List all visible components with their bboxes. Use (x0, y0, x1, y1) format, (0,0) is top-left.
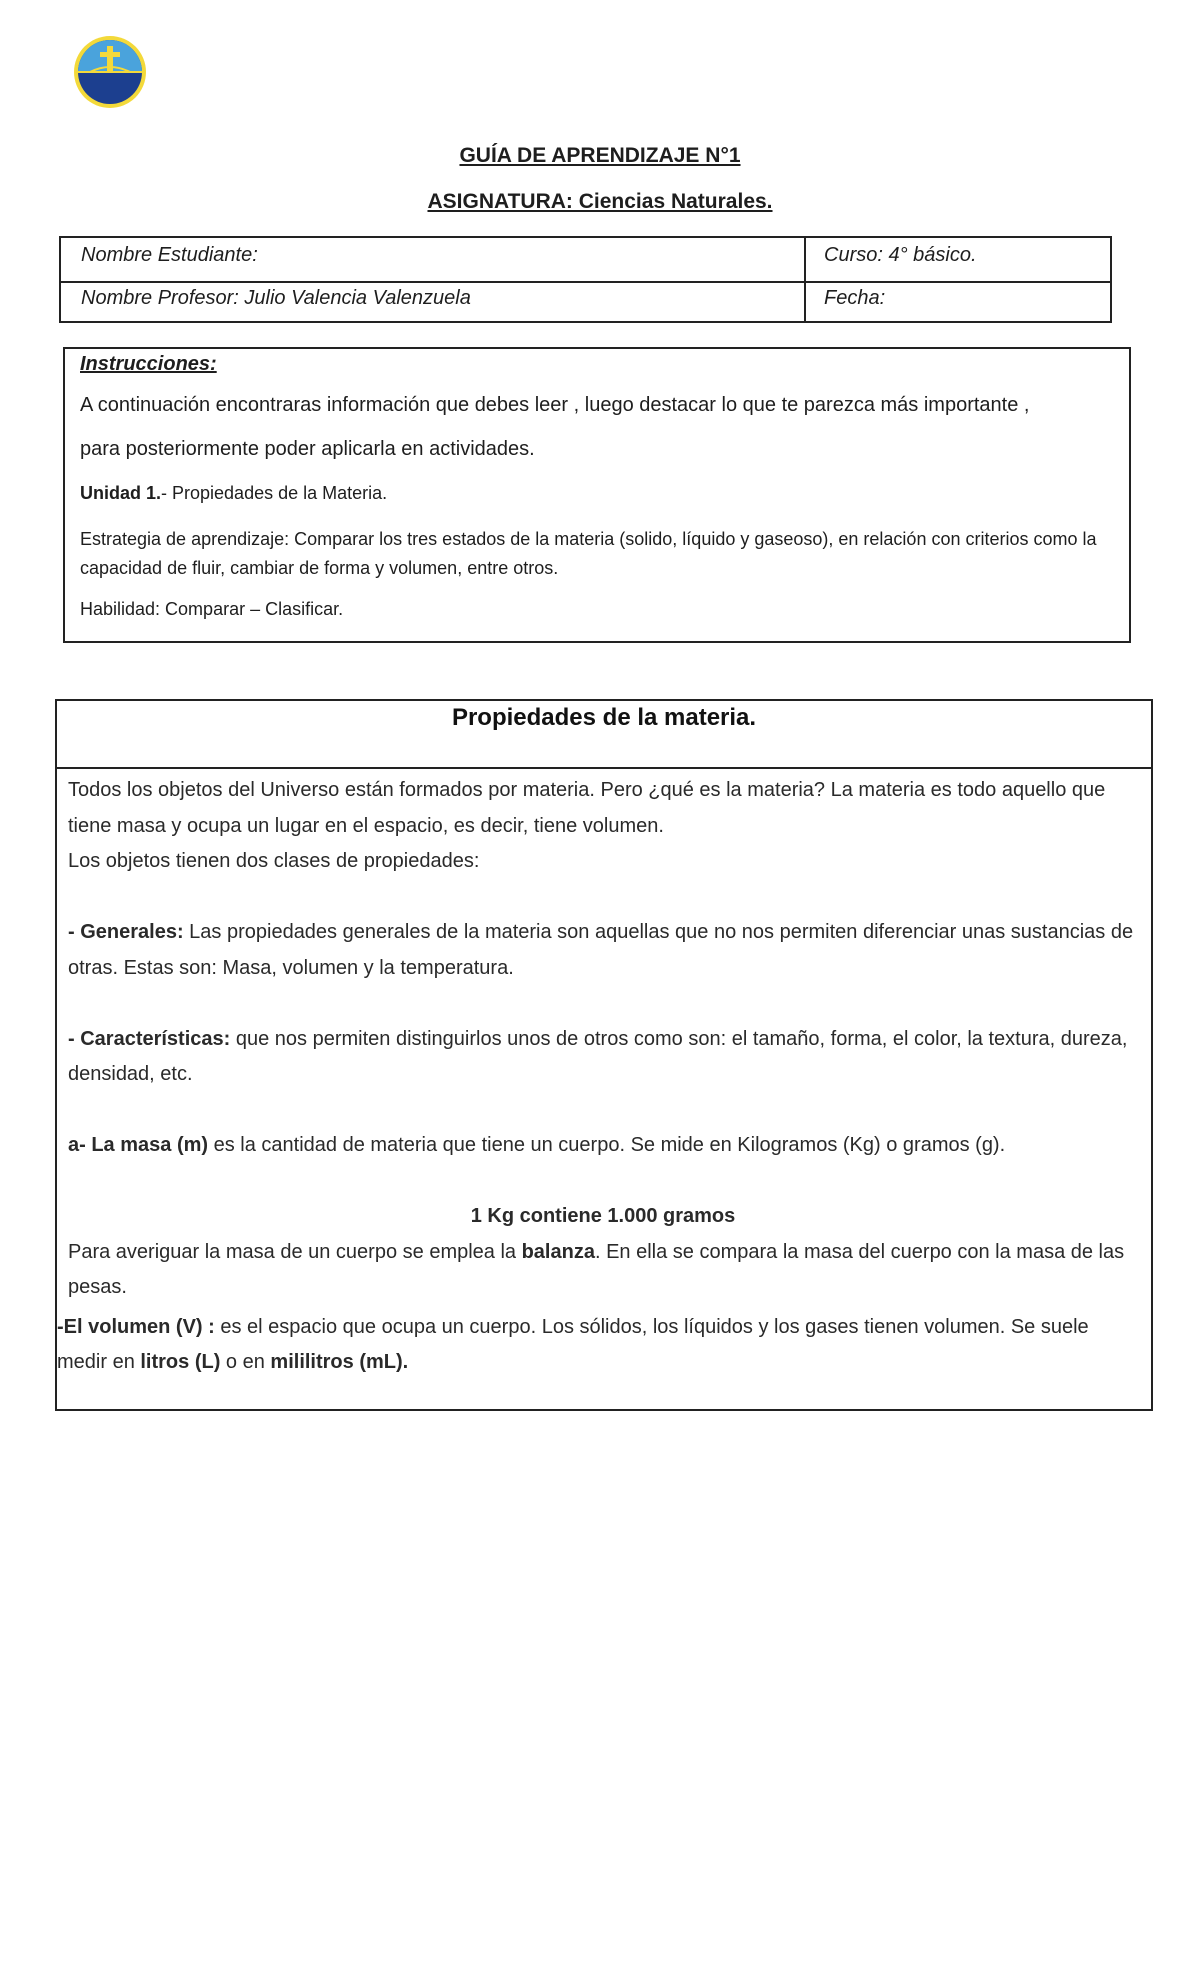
course-label: Curso: 4° básico. (824, 244, 977, 266)
balance-word: balanza (521, 1240, 595, 1263)
characteristic-label: - Características: (68, 1027, 231, 1050)
volume-definition (57, 1310, 1138, 1381)
table-divider (804, 238, 806, 321)
general-text: Las propiedades generales de la materia son aquellas que no nos permiten diferenciar unas sustancias de otras. Estas son: Masa, volumen y la temperatura. (68, 921, 1134, 979)
instructions-heading: Instrucciones: (80, 353, 217, 375)
unit-text: - Propiedades de la Materia. (161, 483, 388, 503)
general-label: - Generales: (68, 921, 184, 943)
table-row (61, 238, 1110, 283)
properties-header (57, 701, 1151, 769)
instructions-box (63, 347, 1131, 643)
milliliters-unit: mililitros (mL). (270, 1351, 409, 1373)
balance-pre: Para averiguar la masa de un cuerpo se emplea la (68, 1240, 522, 1263)
learning-strategy: Estrategia de aprendizaje: Comparar los tres estados de la materia (solido, líquido y gaseoso), en relación con criterios como la capacidad de fluir, cambiar de forma y volumen, entre otros. (80, 529, 1097, 578)
unit-label: Unidad 1. (80, 483, 162, 503)
mass-text: es la cantidad de materia que tiene un cuerpo. Se mide en Kilogramos (Kg) o gramos (g). (208, 1134, 1006, 1156)
mass-label: a- La masa (m) (68, 1134, 209, 1156)
general-properties (68, 915, 1138, 986)
volume-label: -El volumen (V) : (57, 1315, 215, 1338)
skill-line: Habilidad: Comparar – Clasificar. (80, 599, 344, 619)
guide-title: GUÍA DE APRENDIZAJE N°1 (459, 144, 741, 167)
subject-title: ASIGNATURA: Ciencias Naturales. (427, 190, 773, 213)
intro-paragraph: Todos los objetos del Universo están formados por materia. Pero ¿qué es la materia? La materia es todo aquello que tiene masa y ocupa un lugar en el espacio, es decir, tiene volumen. (68, 779, 1106, 837)
mass-definition (68, 1128, 1138, 1164)
unit-line (80, 483, 387, 504)
student-name-label: Nombre Estudiante: (81, 244, 258, 266)
instructions-line-1: A continuación encontraras información que debes leer , luego destacar lo que te parezca más importante , (80, 394, 1030, 416)
kg-equivalence: 1 Kg contiene 1.000 gramos (470, 1205, 736, 1227)
date-label: Fecha: (824, 287, 886, 309)
instructions-line-2: para posteriormente poder aplicarla en actividades. (80, 438, 535, 460)
volume-mid: o en (220, 1351, 271, 1373)
intro-classes: Los objetos tienen dos clases de propiedades: (68, 850, 480, 872)
teacher-name-label: Nombre Profesor: Julio Valencia Valenzuela (81, 287, 471, 309)
school-logo (72, 34, 148, 110)
properties-title: Propiedades de la materia. (451, 704, 757, 731)
liters-unit: litros (L) (140, 1351, 221, 1373)
properties-body (57, 773, 1138, 1381)
properties-box (55, 699, 1153, 1411)
characteristic-properties (68, 1022, 1138, 1093)
volume-text: es el espacio que ocupa un cuerpo. Los sólidos, los líquidos y los gases tienen volumen. Se suele medir en (57, 1315, 1089, 1373)
characteristic-text: que nos permiten distinguirlos unos de otros como son: el tamaño, forma, el color, la textura, dureza, densidad, etc. (68, 1027, 1128, 1085)
student-info-table (59, 236, 1112, 323)
balance-post: . En ella se compara la masa del cuerpo con la masa de las pesas. (68, 1240, 1125, 1298)
balance-paragraph (68, 1235, 1138, 1306)
table-row (61, 281, 1110, 324)
